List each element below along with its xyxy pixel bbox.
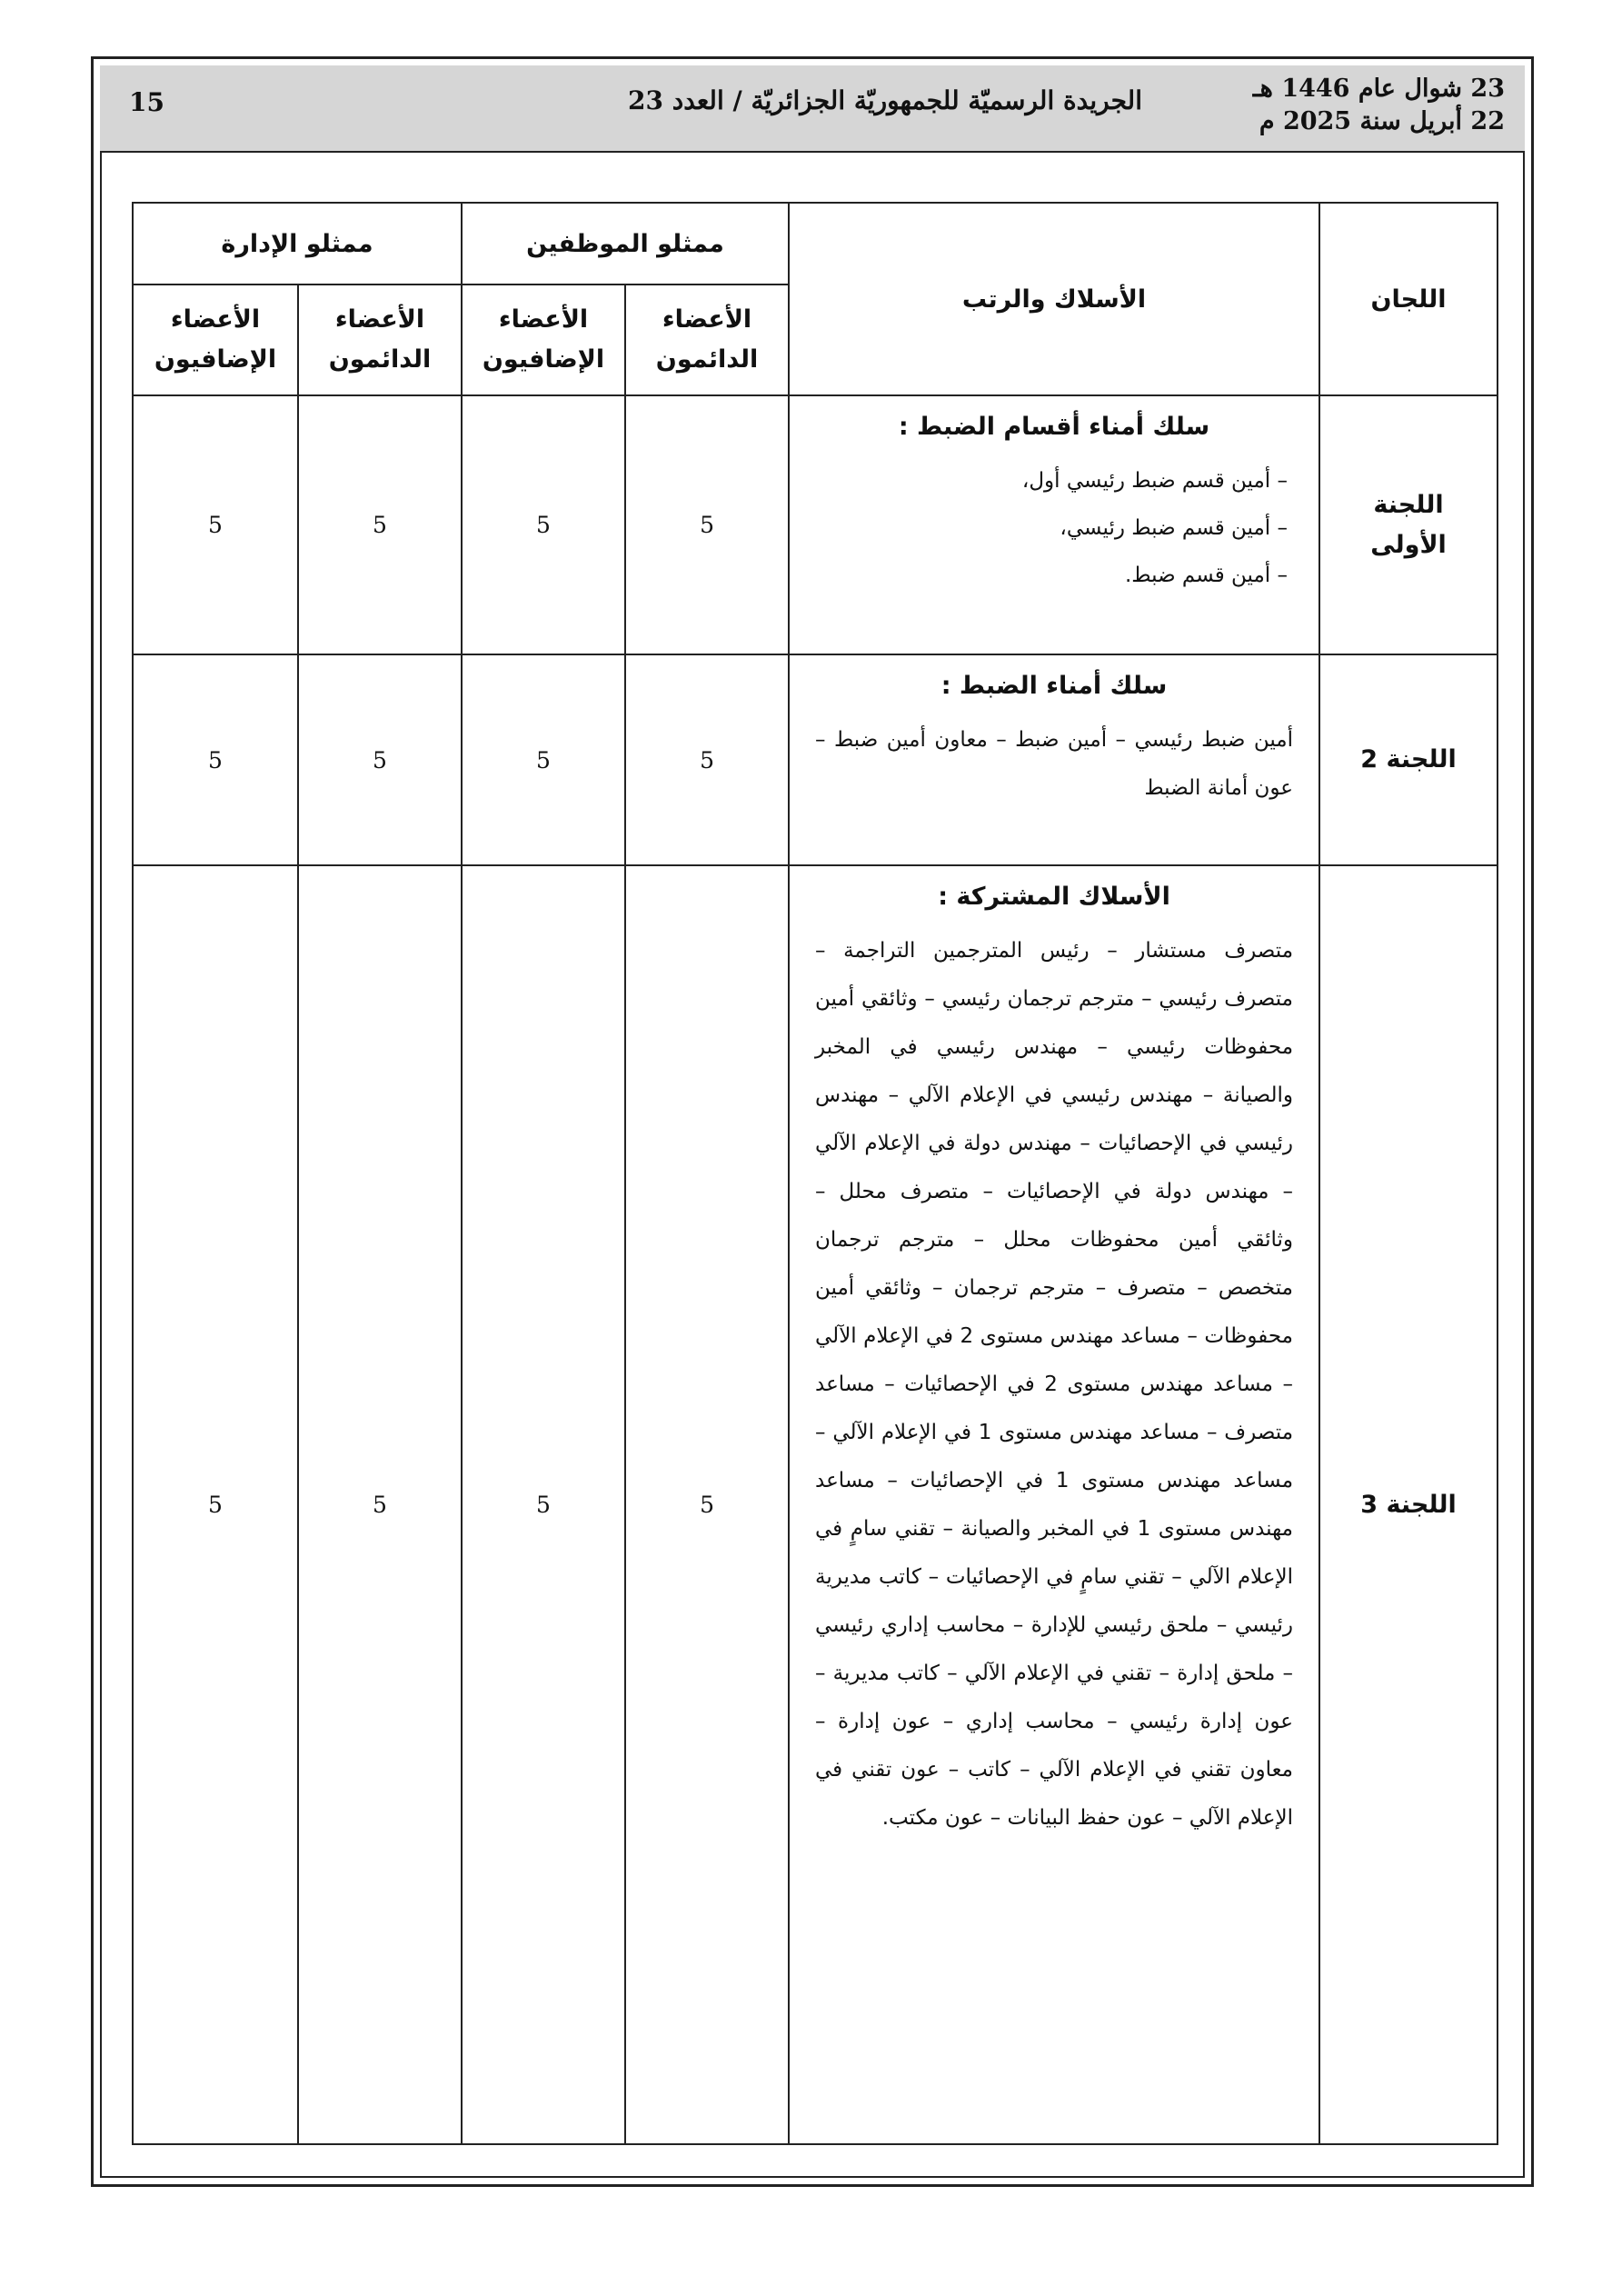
gazette-title: الجريدة الرسميّة للجمهوريّة الجزائريّة / العدد 23 (628, 85, 1142, 115)
header-employee-reps: ممثلو الموظفين (462, 203, 789, 285)
emp-permanent-count: 5 (625, 654, 789, 865)
header-corps-grades: الأسلاك والرتب (789, 203, 1319, 395)
header-adm-permanent: الأعضاء الدائمون (298, 285, 462, 395)
header-emp-additional: الأعضاء الإضافيون (462, 285, 625, 395)
header-committees: اللجان (1319, 203, 1498, 395)
gazette-header (100, 65, 1525, 153)
adm-permanent-count: 5 (298, 395, 462, 654)
corps-title: سلك أمناء أقسام الضبط : (898, 413, 1210, 441)
committee-name (1319, 395, 1498, 654)
corps-title: الأسلاك المشتركة : (938, 883, 1170, 911)
corps-text: متصرف مستشار – رئيس المترجمين التراجمة – متصرف رئيسي – مترجم ترجمان رئيسي – وثائقي أمين محفوظات رئيسي – مهندس رئيسي في المخبر والصيانة – مهندس رئيسي في الإعلام الآلي – مهندس رئيسي في الإحصائيات – مهندس دولة في الإعلام الآلي – مهندس دولة في الإحصائيات – متصرف محلل – وثائقي أمين محفوظات محلل – مترجم ترجمان متخصص – متصرف – مترجم ترجمان – وثائقي أمين محفوظات – مساعد مهندس مستوى 2 في الإعلام الآلي – مساعد مهندس مستوى 2 في الإحصائيات – مساعد متصرف – مساعد مهندس مستوى 1 في الإعلام الآلي – مساعد مهندس مستوى 1 في الإحصائيات – مساعد مهندس مستوى 1 في المخبر والصيانة – تقني سامٍ في الإعلام الآلي – تقني سامٍ في الإحصائيات – كاتب مديرية رئيسي – ملحق رئيسي للإدارة – محاسب إداري رئيسي – ملحق إدارة – تقني في الإعلام الآلي – كاتب مديرية – عون إدارة رئيسي – محاسب إداري – عون إدارة – معاون تقني في الإعلام الآلي – كاتب – عون تقني في الإعلام الآلي – عون حفظ البيانات – عون مكتب. (815, 939, 1294, 1830)
adm-additional-count: 5 (133, 395, 298, 654)
date-gregorian: 22 أبريل سنة 2025 م (1259, 107, 1505, 135)
committee-name: اللجنة 3 (1319, 865, 1498, 2144)
emp-additional-count: 5 (462, 395, 625, 654)
corps-cell (789, 865, 1319, 2144)
header-admin-reps: ممثلو الإدارة (133, 203, 462, 285)
list-item: – أمين قسم ضبط رئيسي أول، (1021, 469, 1289, 493)
page-number: 15 (129, 87, 164, 117)
adm-permanent-count: 5 (298, 654, 462, 865)
adm-permanent-count: 5 (298, 865, 462, 2144)
table-row (133, 865, 1498, 2144)
date-hijri: 23 شوال عام 1446 هـ (1252, 75, 1505, 103)
adm-additional-count: 5 (133, 654, 298, 865)
list-item: – أمين قسم ضبط. (1124, 564, 1289, 587)
emp-additional-count: 5 (462, 654, 625, 865)
emp-additional-count: 5 (462, 865, 625, 2144)
table-row (133, 395, 1498, 654)
header-emp-permanent: الأعضاء الدائمون (625, 285, 789, 395)
corps-title: سلك أمناء الضبط : (940, 672, 1168, 700)
header-adm-additional: الأعضاء الإضافيون (133, 285, 298, 395)
emp-permanent-count: 5 (625, 395, 789, 654)
list-item: – أمين قسم ضبط رئيسي، (1060, 516, 1289, 540)
corps-cell (789, 395, 1319, 654)
corps-text: أمين ضبط رئيسي – أمين ضبط – معاون أمين ضبط – عون أمانة الضبط (815, 728, 1294, 800)
corps-cell (789, 654, 1319, 865)
adm-additional-count: 5 (133, 865, 298, 2144)
committees-table (132, 202, 1498, 2145)
table-row (133, 654, 1498, 865)
committee-label: اللجنة الأولى (1370, 490, 1447, 559)
emp-permanent-count: 5 (625, 865, 789, 2144)
committee-name: اللجنة 2 (1319, 654, 1498, 865)
